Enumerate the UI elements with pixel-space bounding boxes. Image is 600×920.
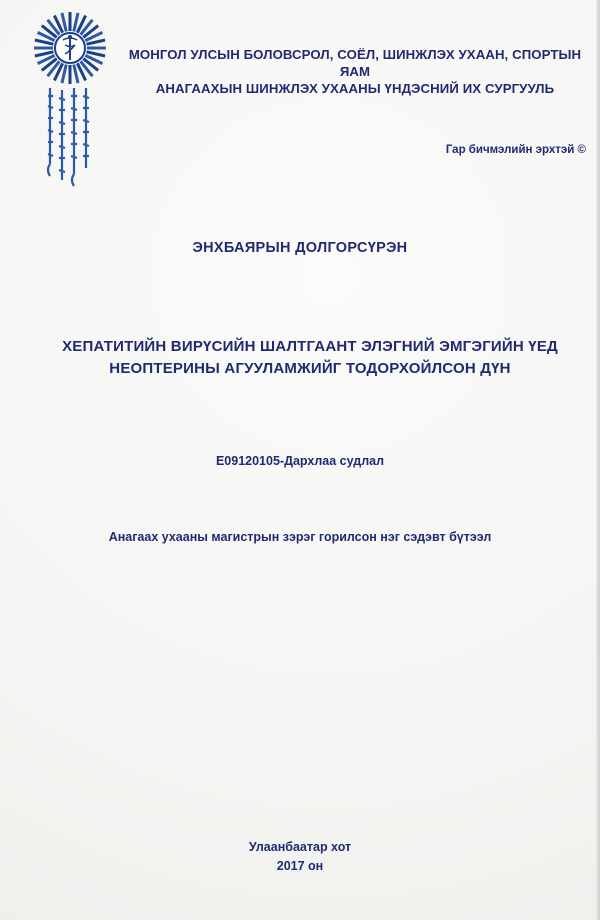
thesis-title: [40, 336, 580, 380]
city: Улаанбаатар хот: [248, 840, 352, 854]
emblem-ray: [74, 65, 78, 84]
thesis-title-line-2: НЕОПТЕРИНЫ АГУУЛАМЖИЙГ ТОДОРХОЙЛСОН ДҮН: [109, 360, 511, 377]
emblem-ray: [87, 52, 106, 56]
copyright-note: Гар бичмэлийн эрхтэй ©: [445, 144, 586, 156]
degree-note: Анагаах ухааны магистрын зэрэг горилсон нэг сэдэвт бүтээл: [108, 530, 492, 544]
university-emblem-icon: [32, 10, 108, 86]
emblem-ray: [35, 40, 54, 44]
thesis-title-line-1: ХЕПАТИТИЙН ВИРҮСИЙН ШАЛТГААНТ ЭЛЭГНИЙ ЭМГЭГИЙН ҮЕД: [62, 338, 558, 355]
place-and-year: [0, 838, 600, 876]
emblem-ray: [35, 52, 54, 56]
institution-header: [120, 46, 590, 97]
university-name: АНАГААХЫН ШИНЖЛЭХ УХААНЫ ҮНДЭСНИЙ ИХ СУРГУУЛЬ: [155, 81, 555, 96]
page-edge: [596, 0, 600, 920]
specialty-code: Е09120105-Дархлаа судлал: [215, 454, 385, 468]
author-name: ЭНХБАЯРЫН ДОЛГОРСҮРЭН: [192, 240, 408, 256]
mongolian-script-emblem: [42, 84, 100, 194]
year: 2017 он: [276, 859, 324, 873]
emblem-ray: [87, 40, 106, 44]
emblem-ray: [62, 65, 66, 84]
emblem-ray: [74, 13, 78, 32]
emblem-ray: [62, 13, 66, 32]
ministry-name: МОНГОЛ УЛСЫН БОЛОВСРОЛ, СОЁЛ, ШИНЖЛЭХ УХААН, СПОРТЫН ЯАМ: [128, 47, 582, 79]
